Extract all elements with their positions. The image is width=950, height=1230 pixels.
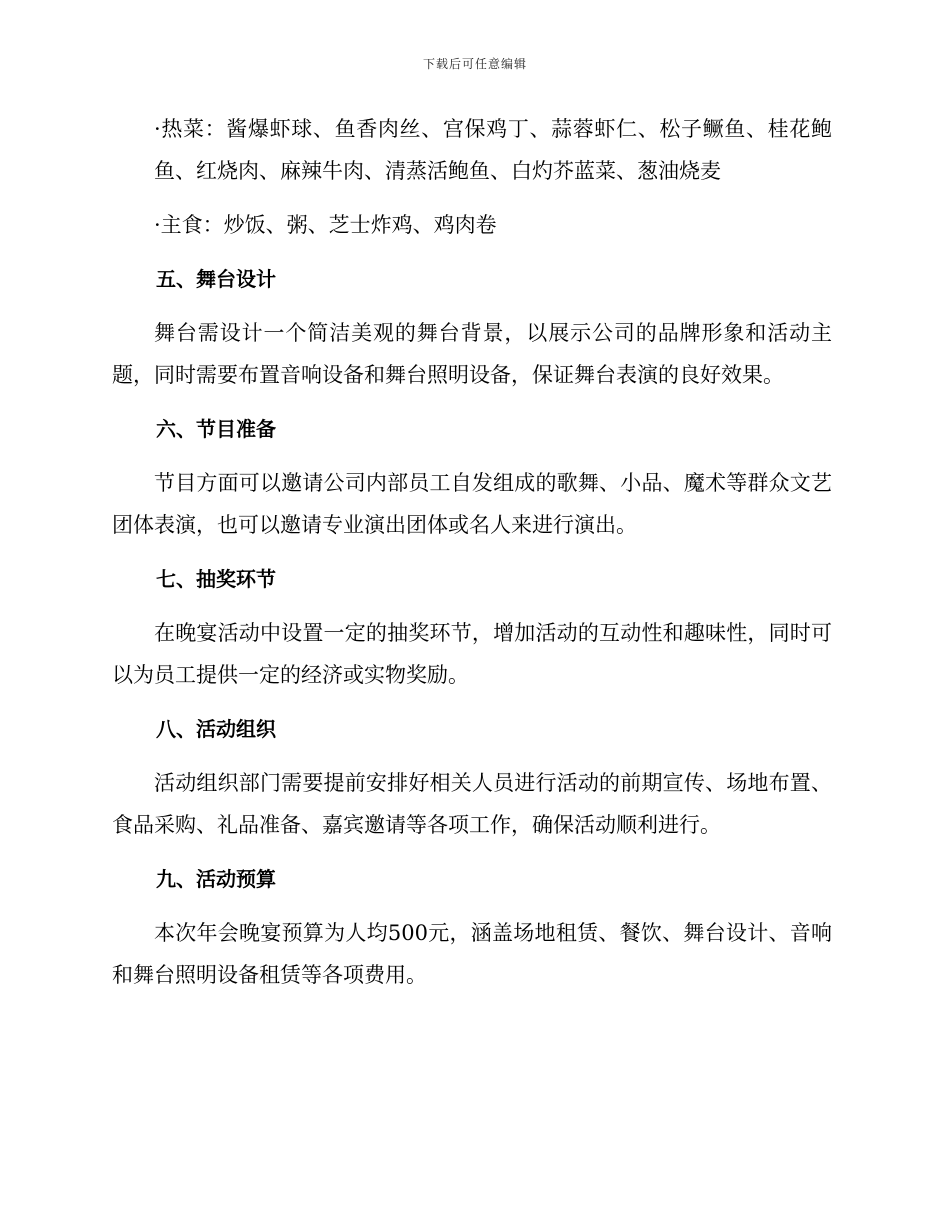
document-body: [112, 108, 832, 1008]
activity-budget-heading: 九、活动预算: [156, 867, 276, 891]
lottery-heading: 七、抽奖环节: [156, 567, 276, 591]
stage-design-heading: 五、舞台设计: [156, 267, 276, 291]
page-header: 下载后可任意编辑: [422, 57, 527, 71]
activity-budget-paragraph: 本次年会晚宴预算为人均500元，涵盖场地租赁、餐饮、舞台设计、音响和舞台照明设备租赁等各项费用。: [112, 921, 832, 987]
program-preparation-paragraph: 节目方面可以邀请公司内部员工自发组成的歌舞、小品、魔术等群众文艺团体表演，也可以邀请专业演出团体或名人来进行演出。: [112, 471, 832, 537]
program-preparation-heading: 六、节目准备: [156, 417, 276, 441]
hot-dishes-list: ·热菜：酱爆虾球、鱼香肉丝、宫保鸡丁、蒜蓉虾仁、松子鳜鱼、桂花鲍鱼、红烧肉、麻辣牛肉、清蒸活鲍鱼、白灼芥蓝菜、葱油烧麦: [154, 117, 832, 183]
lottery-paragraph: 在晚宴活动中设置一定的抽奖环节，增加活动的互动性和趣味性，同时可以为员工提供一定的经济或实物奖励。: [112, 621, 832, 687]
activity-organization-paragraph: 活动组织部门需要提前安排好相关人员进行活动的前期宣传、场地布置、食品采购、礼品准备、嘉宾邀请等各项工作，确保活动顺利进行。: [112, 771, 832, 837]
activity-organization-heading: 八、活动组织: [156, 717, 276, 741]
staple-food-list: ·主食：炒饭、粥、芝士炸鸡、鸡肉卷: [154, 213, 497, 237]
stage-design-paragraph: 舞台需设计一个简洁美观的舞台背景，以展示公司的品牌形象和活动主题，同时需要布置音响设备和舞台照明设备，保证舞台表演的良好效果。: [112, 321, 832, 387]
